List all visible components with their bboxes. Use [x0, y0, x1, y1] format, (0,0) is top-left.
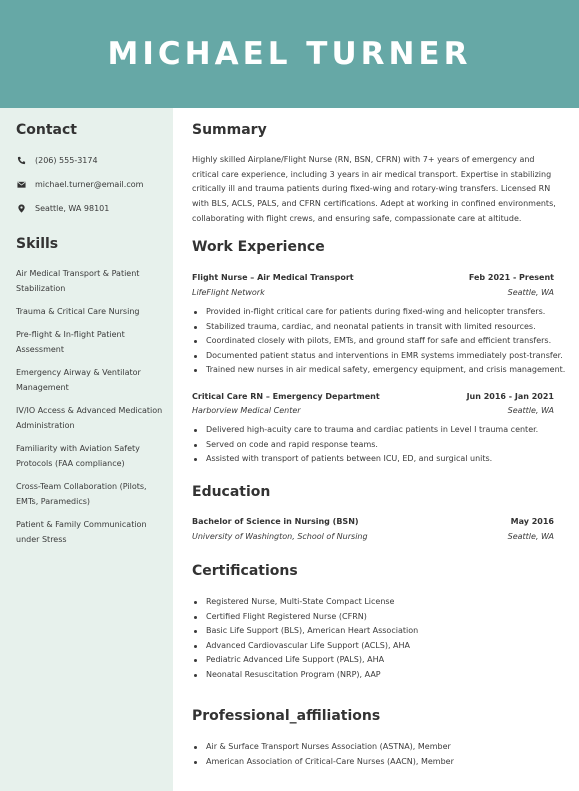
map-pin-icon — [16, 203, 27, 214]
job-subheader — [192, 288, 554, 297]
skills-heading: Skills — [16, 236, 59, 252]
job-location: Seattle, WA — [507, 406, 554, 415]
job-dates: Feb 2021 - Present — [468, 273, 554, 282]
bullet-item: Stabilized trauma, cardiac, and neonatal patients in transit with limited resources. — [192, 320, 565, 335]
job-location: Seattle, WA — [507, 288, 554, 297]
job-subheader — [192, 406, 554, 415]
resume-header — [0, 0, 579, 108]
email-address[interactable]: michael.turner@email.com — [35, 179, 144, 189]
certification-item: Advanced Cardiovascular Life Support (ACLS), AHA — [192, 639, 418, 654]
contact-phone — [16, 154, 163, 166]
envelope-icon — [16, 179, 27, 190]
bullet-item: Assisted with transport of patients between ICU, ED, and surgical units. — [192, 452, 538, 467]
skill-item: IV/IO Access & Advanced Medication Administration — [16, 406, 163, 430]
contact-email — [16, 178, 163, 190]
bullet-item: Coordinated closely with pilots, EMTs, and ground staff for safe and efficient transfers. — [192, 334, 565, 349]
job-bullets — [192, 305, 565, 378]
affiliations-list — [192, 740, 454, 769]
bullet-item: Served on code and rapid response teams. — [192, 438, 538, 453]
degree-name: Bachelor of Science in Nursing (BSN) — [192, 517, 359, 526]
phone-number: (206) 555-3174 — [35, 155, 98, 165]
job-bullets — [192, 423, 538, 467]
contact-location — [16, 202, 163, 214]
phone-icon — [16, 155, 27, 166]
job-employer: LifeFlight Network — [192, 288, 265, 297]
school-name: University of Washington, School of Nursing — [192, 532, 368, 541]
skill-item: Air Medical Transport & Patient Stabilization — [16, 269, 140, 293]
bullet-item: Delivered high-acuity care to trauma and cardiac patients in Level I trauma center. — [192, 423, 538, 438]
bullet-item: Documented patient status and interventions in EMR systems immediately post-transfer. — [192, 349, 565, 364]
affiliation-item: American Association of Critical-Care Nurses (AACN), Member — [192, 755, 454, 770]
skill-item: Patient & Family Communication under Stress — [16, 520, 147, 544]
job-title: Flight Nurse – Air Medical Transport — [192, 273, 354, 282]
education-header — [192, 517, 554, 526]
certifications-heading: Certifications — [192, 563, 298, 579]
education-heading: Education — [192, 484, 271, 500]
skill-item: Cross-Team Collaboration (Pilots, EMTs, Paramedics) — [16, 482, 147, 506]
job-header — [192, 392, 554, 401]
location-text: Seattle, WA 98101 — [35, 203, 110, 213]
certification-item: Basic Life Support (BLS), American Heart Association — [192, 624, 418, 639]
certification-item: Pediatric Advanced Life Support (PALS), AHA — [192, 653, 418, 668]
job-dates: Jun 2016 - Jan 2021 — [466, 392, 554, 401]
education-subheader — [192, 532, 554, 541]
contact-heading: Contact — [16, 122, 77, 138]
school-location: Seattle, WA — [507, 532, 554, 541]
summary-text: Highly skilled Airplane/Flight Nurse (RN, BSN, CFRN) with 7+ years of emergency and critical care experience, including 3 years in air medical transport. Expertise in stabilizing critically ill and trauma patients during fixed-wing and rotary-wing transfers. Licensed RN with BLS, ACLS, PALS, and CFRN certifications. Adept at working in confined environments, collaborating with flight crews, and ensuring safe, compassionate care at altitude. — [192, 155, 556, 223]
certification-item: Neonatal Resuscitation Program (NRP), AAP — [192, 668, 418, 683]
summary-heading: Summary — [192, 122, 267, 138]
skill-item: Familiarity with Aviation Safety Protocols (FAA compliance) — [16, 444, 140, 468]
affiliation-item: Air & Surface Transport Nurses Association (ASTNA), Member — [192, 740, 454, 755]
affiliations-heading: Professional_affiliations — [192, 708, 381, 724]
job-header — [192, 273, 554, 282]
sidebar — [0, 108, 173, 791]
certification-item: Certified Flight Registered Nurse (CFRN) — [192, 610, 418, 625]
candidate-name: MICHAEL TURNER — [107, 36, 472, 72]
work-experience-heading: Work Experience — [192, 239, 325, 255]
job-title: Critical Care RN – Emergency Department — [192, 392, 380, 401]
job-employer: Harborview Medical Center — [192, 406, 301, 415]
certifications-list — [192, 595, 418, 682]
skill-item: Pre-flight & In-flight Patient Assessment — [16, 330, 125, 354]
bullet-item: Trained new nurses in air medical safety, emergency equipment, and crisis management. — [192, 363, 565, 378]
certification-item: Registered Nurse, Multi-State Compact License — [192, 595, 418, 610]
graduation-date: May 2016 — [510, 517, 554, 526]
bullet-item: Provided in-flight critical care for patients during fixed-wing and helicopter transfers. — [192, 305, 565, 320]
skill-item: Emergency Airway & Ventilator Management — [16, 368, 141, 392]
skill-item: Trauma & Critical Care Nursing — [16, 307, 140, 316]
